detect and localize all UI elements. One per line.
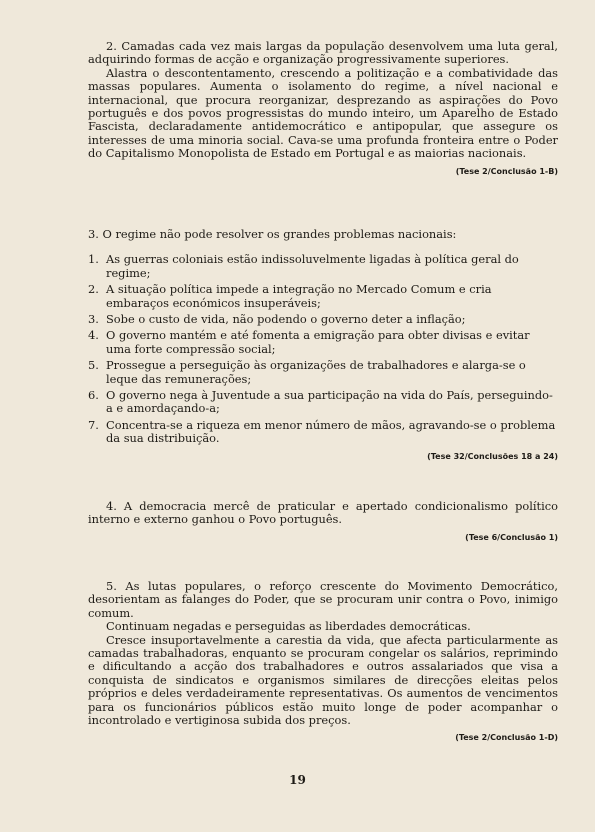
list-item: 7. Concentra-se a riqueza em menor número de mãos, agravando-se o problema da sua distribuição. [88, 417, 556, 446]
section-intro: 3. O regime não pode resolver os grandes problemas nacionais: [88, 227, 457, 241]
list-item: 4. O governo mantém e até fomenta a emigração para obter divisas e evitar uma forte compressão social; [88, 328, 530, 356]
paragraph: 2. Camadas cada vez mais largas da população desenvolvem uma luta geral, adquirindo formas de acção e organização progressivamente superiores. [88, 39, 558, 67]
paragraph: 4. A democracia mercê de praticular e apertado condicionalismo político interno e externo ganhou o Povo português. [88, 499, 558, 527]
thesis-reference: (Tese 2/Conclusão 1-D) [455, 733, 558, 743]
section-3 [88, 228, 558, 461]
list-item: 6. O governo nega à Juventude a sua participação na vida do País, perseguindo-a e amordaçando-a; [88, 388, 553, 416]
paragraph: Cresce insuportavelmente a carestia da vida, que afecta particularmente as camadas trabalhadoras, enquanto se procuram congelar os salários, reprimindo e dificultando a acção dos trabalhadores e outros assalariados que visa a conquista de sindicatos e organismos similares de direcções eleitas pelos próprios e deles verdadeiramente representativas. Os aumentos de vencimentos para os funcionários públicos estão muito longe de poder acompanhar o incontrolado e vertiginosa subida dos preços. [88, 632, 558, 728]
list-item: 2. A situação política impede a integração no Mercado Comum e cria embaraços económicos insuperáveis; [88, 282, 492, 310]
list-item: 5. Prossegue a perseguição às organizações de trabalhadores e alarga-se o leque das remunerações; [88, 358, 526, 386]
thesis-reference: (Tese 2/Conclusão 1-B) [455, 166, 558, 176]
section-2 [88, 40, 558, 176]
list-item: 3. Sobe o custo de vida, não podendo o governo deter a inflação; [88, 312, 466, 327]
page-number: 19 [289, 773, 306, 787]
problems-list [88, 253, 558, 445]
paragraph: Alastra o descontentamento, crescendo a politização e a combatividade das massas populares. Aumenta o isolamento do regime, a nível nacional e internacional, que procura reorganizar, desprezando as aspirações do Povo português e dos povos progressistas do mundo inteiro, um Aparelho de Estado Fascista, declaradamente antidemocrático e antipopular, que assegure os interesses de uma minoria social. Cava-se uma profunda fronteira entre o Poder do Capitalismo Monopolista de Estado em Portugal e as maiorias nacionais. [88, 65, 558, 161]
thesis-reference: (Tese 6/Conclusão 1) [465, 532, 558, 542]
paragraph: 5. As lutas populares, o reforço crescente do Movimento Democrático, desorientam as falanges do Poder, que se procuram unir contra o Povo, inimigo comum. [88, 579, 558, 620]
section-4 [88, 500, 558, 542]
section-5 [88, 580, 558, 742]
paragraph: Continuam negadas e perseguidas as liberdades democráticas. [106, 619, 471, 634]
list-item: 1. As guerras coloniais estão indissoluvelmente ligadas à política geral do regime; [88, 252, 519, 280]
thesis-reference: (Tese 32/Conclusões 18 a 24) [427, 451, 558, 461]
